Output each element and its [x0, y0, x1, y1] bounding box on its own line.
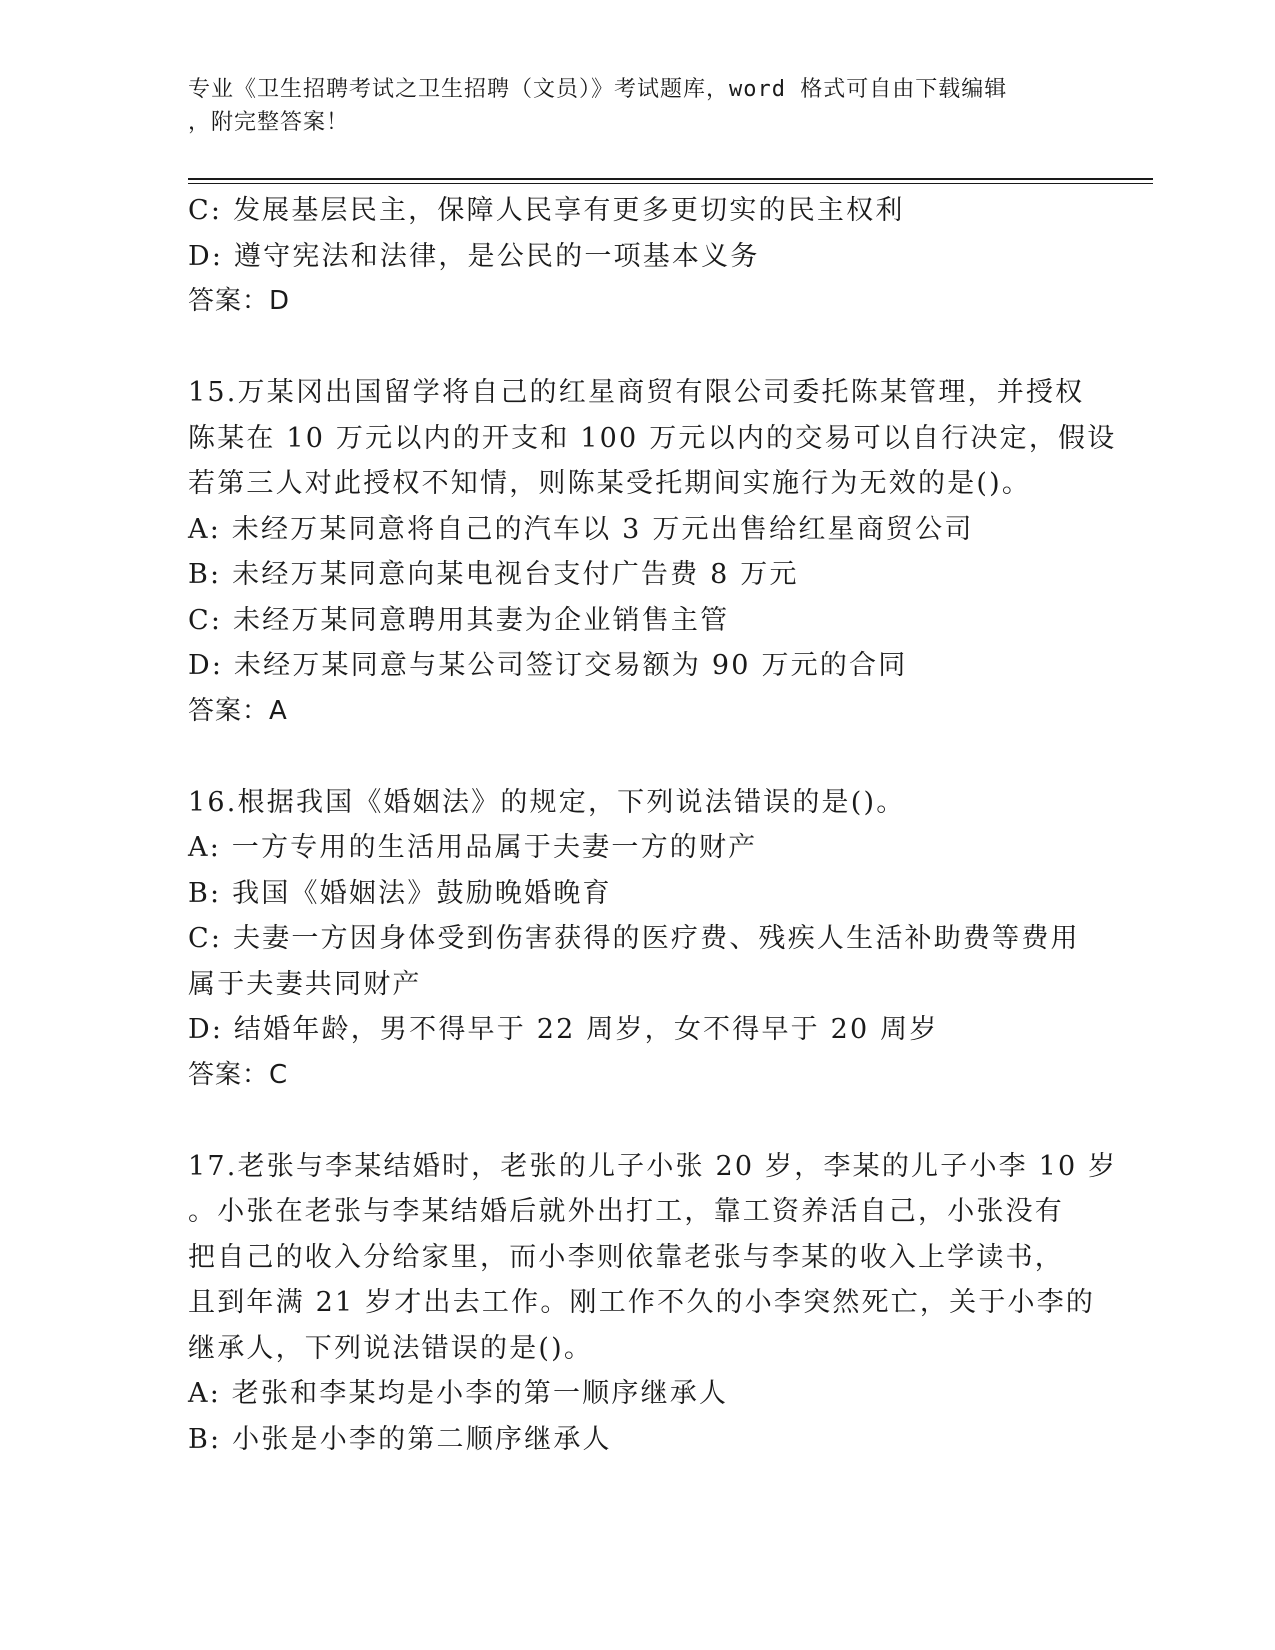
option-b: B: 未经万某同意向某电视台支付广告费 8 万元	[188, 559, 799, 590]
question-stem-line: 16.根据我国《婚姻法》的规定，下列说法错误的是()。	[188, 786, 906, 818]
header-divider-thin	[188, 183, 1153, 184]
option-c: C: 发展基层民主，保障人民享有更多更切实的民主权利	[188, 195, 905, 226]
question-16	[188, 780, 1088, 1099]
option-a: A: 未经万某同意将自己的汽车以 3 万元出售给红星商贸公司	[188, 513, 974, 545]
spacer	[188, 325, 1088, 371]
question-list	[188, 188, 1118, 1462]
header-line-1: 专业《卫生招聘考试之卫生招聘（文员）》考试题库，word 格式可自由下载编辑	[188, 77, 1008, 102]
option-b: B: 我国《婚姻法》鼓励晚婚晚育	[188, 877, 612, 909]
option-d: D: 未经万某同意与某公司签订交易额为 90 万元的合同	[188, 650, 908, 681]
spacer	[188, 1098, 1088, 1144]
header-divider-thick	[188, 178, 1153, 180]
question-stem-line: 15.万某冈出国留学将自己的红星商贸有限公司委托陈某管理，并授权	[188, 377, 1085, 408]
question-stem-line: 且到年满 21 岁才出去工作。刚工作不久的小李突然死亡，关于小李的	[188, 1287, 1096, 1318]
option-a: A: 老张和李某均是小李的第一顺序继承人	[188, 1378, 729, 1409]
page-header	[188, 73, 1068, 139]
question-17	[188, 1144, 1118, 1463]
option-d: D: 结婚年龄，男不得早于 22 周岁，女不得早于 20 周岁	[188, 1014, 939, 1045]
answer: 答案：C	[188, 1059, 289, 1090]
answer: 答案：A	[188, 695, 288, 726]
header-line-2: ，附完整答案！	[188, 110, 350, 135]
question-15	[188, 370, 1117, 734]
question-stem-line: 17.老张与李某结婚时，老张的儿子小张 20 岁，李某的儿子小李 10 岁	[188, 1150, 1118, 1182]
option-c-continued: 属于夫妻共同财产	[188, 968, 422, 1000]
question-stem-line: 继承人，下列说法错误的是()。	[188, 1332, 594, 1364]
question-stem-line: 把自己的收入分给家里，而小李则依靠老张与李某的收入上学读书，	[188, 1241, 1064, 1273]
question-stem-line: 若第三人对此授权不知情，则陈某受托期间实施行为无效的是()。	[188, 468, 1032, 499]
question-stem-line: 陈某在 10 万元以内的开支和 100 万元以内的交易可以自行决定，假设	[188, 422, 1117, 454]
option-a: A: 一方专用的生活用品属于夫妻一方的财产	[188, 832, 758, 863]
option-b: B: 小张是小李的第二顺序继承人	[188, 1423, 612, 1455]
option-c: C: 未经万某同意聘用其妻为企业销售主管	[188, 604, 730, 636]
option-c: C: 夫妻一方因身体受到伤害获得的医疗费、残疾人生活补助费等费用	[188, 923, 1080, 954]
question-stem-line: 。小张在老张与李某结婚后就外出打工，靠工资养活自己，小张没有	[188, 1196, 1064, 1227]
option-d: D: 遵守宪法和法律，是公民的一项基本义务	[188, 240, 760, 272]
question-14	[188, 188, 1088, 325]
answer: 答案：D	[188, 286, 291, 316]
spacer	[188, 734, 1088, 780]
